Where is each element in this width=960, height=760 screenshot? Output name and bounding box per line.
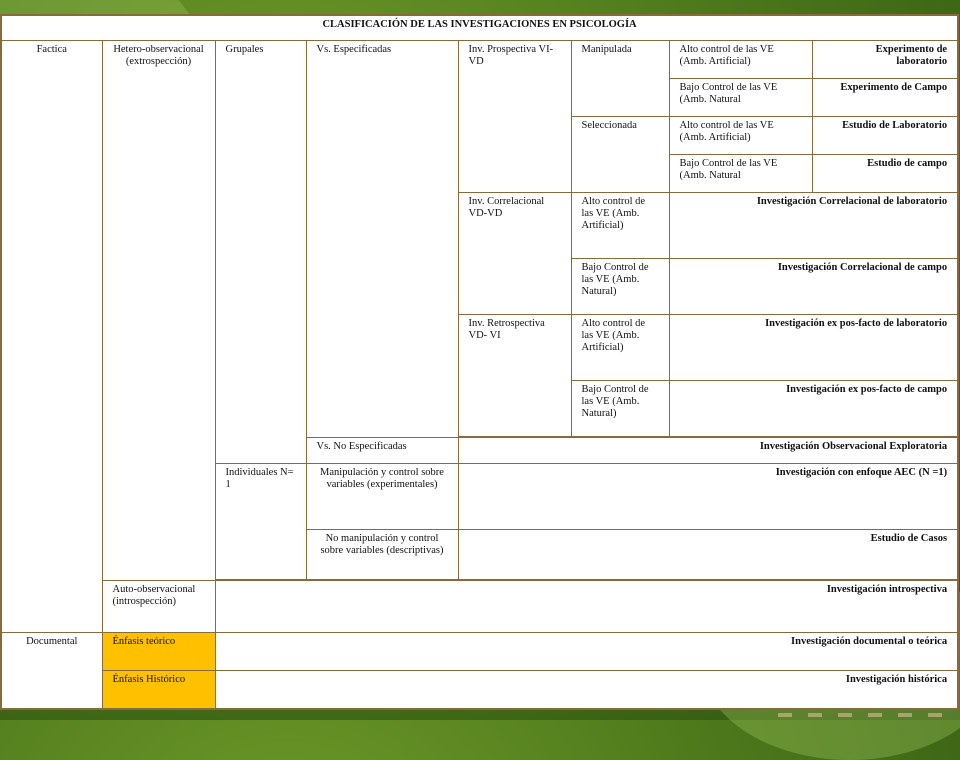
factica-cell: Factica — [1, 41, 102, 633]
enfoque-aec-cell: Investigación con enfoque AEC (N =1) — [458, 464, 958, 530]
historica-cell: Investigación histórica — [215, 671, 958, 709]
classification-table — [0, 14, 959, 710]
documental-teorica-cell: Investigación documental o teórica — [215, 633, 958, 671]
observacional-exploratoria-cell: Investigación Observacional Exploratoria — [458, 438, 958, 464]
inv-prospectiva-cell: Inv. Prospectiva VI-VD — [458, 41, 571, 193]
enfasis-historico-cell: Énfasis Histórico — [102, 671, 215, 709]
control-alto-cell: Alto control de las VE (Amb. Artificial) — [571, 193, 669, 259]
control-bajo-cell: Bajo Control de las VE (Amb. Natural) — [571, 381, 669, 437]
correlacional-campo-cell: Investigación Correlacional de campo — [669, 259, 958, 315]
documental-cell: Documental — [1, 633, 102, 709]
expost-laboratorio-cell: Investigación ex pos-facto de laboratorio — [669, 315, 958, 381]
seleccionada-cell: Seleccionada — [571, 117, 669, 193]
inv-retrospectiva-cell: Inv. Retrospectiva VD- VI — [458, 315, 571, 437]
enfasis-teorico-cell: Énfasis teórico — [102, 633, 215, 671]
manipulada-cell: Manipulada — [571, 41, 669, 117]
control-bajo-cell: Bajo Control de las VE (Amb. Natural — [669, 155, 812, 193]
introspectiva-cell: Investigación introspectiva — [215, 581, 958, 633]
no-manipulacion-control-cell: No manipulación y control sobre variables (descriptivas) — [306, 530, 458, 580]
vs-no-especificadas-cell: Vs. No Especificadas — [306, 438, 458, 464]
control-alto-cell: Alto control de las VE (Amb. Artificial) — [669, 41, 812, 79]
manipulacion-control-cell: Manipulación y control sobre variables (experimentales) — [306, 464, 458, 530]
experimento-laboratorio-cell: Experimento de laboratorio — [812, 41, 958, 79]
footer-decoration — [778, 713, 958, 717]
inv-correlacional-cell: Inv. Correlacional VD-VD — [458, 193, 571, 315]
table-title: CLASIFICACIÓN DE LAS INVESTIGACIONES EN PSICOLOGÍA — [1, 15, 958, 41]
auto-observacional-cell: Auto-observacional (introspección) — [102, 581, 215, 633]
grupales-cell: Grupales — [215, 41, 306, 464]
control-bajo-cell: Bajo Control de las VE (Amb. Natural — [669, 79, 812, 117]
estudio-laboratorio-cell: Estudio de Laboratorio — [812, 117, 958, 155]
control-alto-cell: Alto control de las VE (Amb. Artificial) — [571, 315, 669, 381]
vs-especificadas-cell: Vs. Especificadas — [306, 41, 458, 438]
expost-campo-cell: Investigación ex pos-facto de campo — [669, 381, 958, 437]
estudio-casos-cell: Estudio de Casos — [458, 530, 958, 580]
control-bajo-cell: Bajo Control de las VE (Amb. Natural) — [571, 259, 669, 315]
hetero-observacional-cell: Hetero-observacional (extrospección) — [102, 41, 215, 581]
individuales-cell: Individuales N= 1 — [215, 464, 306, 580]
correlacional-laboratorio-cell: Investigación Correlacional de laboratorio — [669, 193, 958, 259]
control-alto-cell: Alto control de las VE (Amb. Artificial) — [669, 117, 812, 155]
experimento-campo-cell: Experimento de Campo — [812, 79, 958, 117]
estudio-campo-cell: Estudio de campo — [812, 155, 958, 193]
